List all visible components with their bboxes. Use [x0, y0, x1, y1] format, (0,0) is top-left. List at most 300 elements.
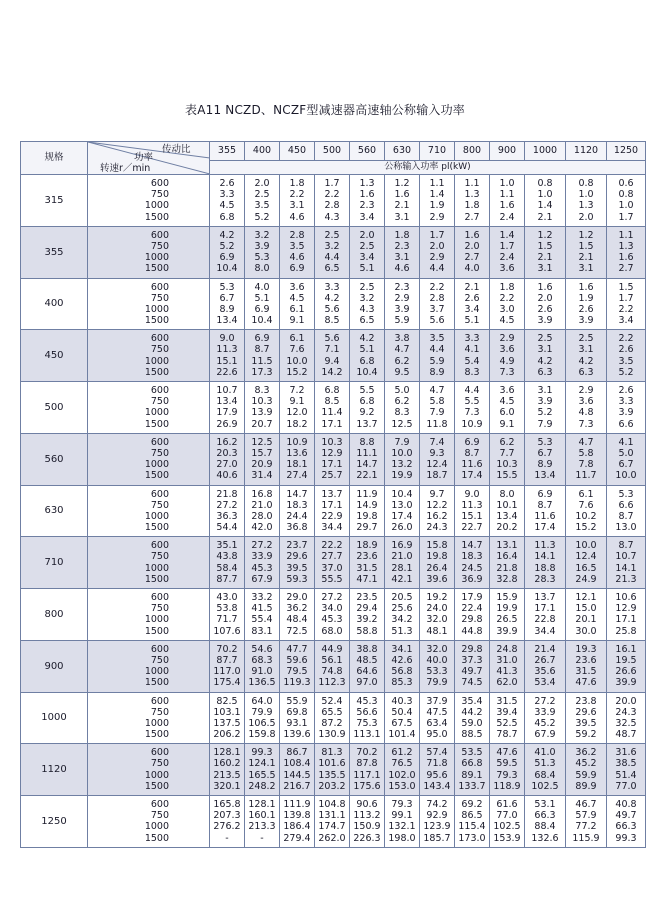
power-value: 5.2	[537, 407, 553, 419]
power-value: 47.5	[426, 706, 448, 718]
power-value: 10.3	[321, 436, 343, 448]
power-value: 74.2	[426, 799, 448, 810]
value-cell	[490, 589, 525, 641]
power-value: 2.2	[618, 303, 634, 315]
value-cell	[420, 640, 455, 692]
power-value: 15.9	[496, 592, 518, 603]
power-value: 6.8	[359, 355, 375, 367]
power-value: 4.3	[359, 303, 375, 315]
power-value: 37.9	[426, 695, 448, 707]
speed-value: 750	[150, 447, 169, 459]
power-value: 2.1	[394, 200, 410, 212]
power-value: 123.9	[423, 821, 451, 833]
power-value: 64.6	[356, 666, 378, 678]
power-value: 29.7	[356, 522, 378, 534]
power-value: 22.9	[321, 510, 343, 522]
power-value: 3.2	[324, 240, 340, 252]
power-value: 1.0	[537, 189, 553, 201]
value-cell	[350, 433, 385, 485]
speed-cell	[88, 640, 210, 692]
power-value: 1.2	[537, 229, 553, 241]
power-value: 1.6	[537, 281, 553, 293]
power-value: 1.6	[499, 200, 515, 212]
power-value: 48.7	[615, 729, 637, 741]
speed-cell	[88, 589, 210, 641]
power-value: 9.7	[429, 488, 445, 500]
power-value: 65.5	[321, 706, 343, 718]
value-cell	[210, 382, 245, 434]
speed-value: 1000	[144, 666, 169, 678]
power-value: 11.3	[216, 344, 238, 356]
power-value: 213.5	[213, 769, 241, 781]
power-value: 23.7	[286, 540, 308, 552]
power-value: 69.8	[286, 706, 308, 718]
power-value: 40.6	[216, 470, 238, 482]
power-value: 4.6	[394, 263, 410, 275]
value-cell	[245, 796, 280, 848]
power-value: 3.6	[578, 396, 594, 408]
power-value: 13.0	[391, 499, 413, 511]
power-value: 57.4	[426, 747, 448, 759]
power-value: 4.2	[537, 355, 553, 367]
power-value: 2.2	[289, 189, 305, 201]
power-value: 27.4	[286, 470, 308, 482]
power-value: 3.7	[429, 303, 445, 315]
power-value: 213.3	[248, 821, 276, 833]
value-cell	[566, 744, 607, 796]
power-value: 16.4	[496, 551, 518, 563]
power-value: 128.1	[213, 747, 241, 759]
power-value: 2.5	[324, 229, 340, 241]
power-value: 6.9	[254, 333, 270, 345]
value-cell	[280, 330, 315, 382]
power-value: 24.0	[426, 603, 448, 615]
power-value: 53.4	[534, 677, 556, 689]
power-value: 8.0	[499, 488, 515, 500]
power-value: 58.8	[356, 625, 378, 637]
power-value: 21.3	[615, 573, 637, 585]
power-value: 10.2	[575, 510, 597, 522]
value-cell	[455, 744, 490, 796]
power-value: 1.8	[499, 281, 515, 293]
power-value: 2.5	[359, 240, 375, 252]
power-value: 248.2	[248, 780, 276, 792]
power-value: 27.2	[534, 695, 556, 707]
size-cell: 630	[21, 485, 88, 537]
power-value: 51.3	[534, 758, 556, 770]
size-cell: 900	[21, 640, 88, 692]
value-cell	[420, 744, 455, 796]
value-cell	[607, 330, 646, 382]
value-cell	[607, 382, 646, 434]
power-value: 1.5	[537, 240, 553, 252]
value-cell	[607, 744, 646, 796]
power-value: 47.6	[496, 747, 518, 759]
power-value: 198.0	[388, 832, 416, 844]
table-row	[21, 330, 646, 382]
power-value: 2.5	[537, 333, 553, 345]
power-value: 144.5	[283, 769, 311, 781]
value-cell	[350, 589, 385, 641]
power-value: 15.5	[496, 470, 518, 482]
power-value: 1.0	[499, 178, 515, 189]
power-value: 3.6	[499, 344, 515, 356]
power-value: 29.0	[286, 592, 308, 603]
value-cell	[315, 433, 350, 485]
value-cell	[280, 692, 315, 744]
power-value: 89.9	[575, 780, 597, 792]
speed-value: 750	[150, 706, 169, 718]
power-value: 49.7	[461, 666, 483, 678]
power-value: 11.3	[461, 499, 483, 511]
power-value: 2.1	[578, 252, 594, 264]
power-value: 69.2	[461, 799, 483, 810]
power-value: 81.3	[321, 747, 343, 759]
value-cell	[385, 330, 420, 382]
power-value: 6.1	[289, 333, 305, 345]
size-cell: 710	[21, 537, 88, 589]
power-value: 34.4	[534, 625, 556, 637]
power-value: 4.5	[219, 200, 235, 212]
power-value: 5.1	[254, 292, 270, 304]
power-value: 31.5	[575, 666, 597, 678]
power-value: 42.6	[391, 654, 413, 666]
value-cell	[420, 433, 455, 485]
speed-cell	[88, 226, 210, 278]
value-cell	[350, 744, 385, 796]
power-value: 1.7	[324, 178, 340, 189]
unit-header: 公称输入功率 pl(kW)	[210, 160, 646, 174]
power-value: 12.5	[251, 436, 273, 448]
power-value: 8.9	[219, 303, 235, 315]
power-value: 2.6	[578, 303, 594, 315]
power-value: 2.2	[618, 333, 634, 345]
power-value: 16.9	[391, 540, 413, 552]
value-cell	[490, 796, 525, 848]
value-cell	[280, 537, 315, 589]
value-cell	[280, 226, 315, 278]
value-cell	[455, 640, 490, 692]
power-value: 24.8	[496, 643, 518, 655]
value-cell	[245, 330, 280, 382]
size-cell: 560	[21, 433, 88, 485]
power-value: 35.1	[216, 540, 238, 552]
power-value: 139.8	[283, 810, 311, 822]
power-value: 160.1	[248, 810, 276, 822]
power-value: 11.5	[251, 355, 273, 367]
power-value: 77.2	[575, 821, 597, 833]
power-value: 45.2	[534, 717, 556, 729]
power-value: 4.1	[464, 344, 480, 356]
power-value: 1.3	[464, 189, 480, 201]
power-value: 6.9	[219, 252, 235, 264]
power-value: 3.6	[499, 385, 515, 396]
power-value: 68.3	[251, 654, 273, 666]
value-cell	[385, 640, 420, 692]
speed-value: 750	[150, 758, 169, 770]
power-value: 35.4	[461, 695, 483, 707]
power-value: 2.2	[499, 292, 515, 304]
power-value: 2.2	[429, 281, 445, 293]
power-value: 2.3	[359, 200, 375, 212]
power-value: 3.5	[289, 240, 305, 252]
ratio-header: 560	[350, 142, 385, 161]
power-value: 2.6	[618, 385, 634, 396]
power-value: 165.5	[248, 769, 276, 781]
power-value: 39.5	[575, 717, 597, 729]
power-value: 6.6	[618, 418, 634, 430]
value-cell	[385, 537, 420, 589]
value-cell	[245, 640, 280, 692]
speed-cell	[88, 278, 210, 330]
power-value: 1.7	[618, 211, 634, 223]
power-value: 7.8	[578, 459, 594, 471]
power-value: 26.5	[496, 614, 518, 626]
value-cell	[566, 382, 607, 434]
power-value: 2.3	[394, 240, 410, 252]
value-cell	[210, 278, 245, 330]
speed-value: 1500	[144, 625, 169, 637]
power-value: 2.0	[537, 292, 553, 304]
power-value: 6.7	[618, 459, 634, 471]
power-value: 10.4	[216, 263, 238, 275]
power-value: 11.4	[321, 407, 343, 419]
power-value: 19.8	[426, 551, 448, 563]
power-value: 39.9	[615, 677, 637, 689]
ratio-header: 800	[455, 142, 490, 161]
power-value: 2.8	[289, 229, 305, 241]
power-value: 36.8	[286, 522, 308, 534]
speed-value: 1000	[144, 769, 169, 781]
power-value: 10.0	[391, 447, 413, 459]
power-value: 57.9	[575, 810, 597, 822]
power-value: 5.6	[324, 303, 340, 315]
power-value: 226.3	[353, 832, 381, 844]
power-value: 91.0	[251, 666, 273, 678]
power-value: 99.1	[391, 810, 413, 822]
power-value: 7.3	[464, 407, 480, 419]
power-value: 6.8	[324, 385, 340, 396]
power-value: 7.3	[499, 366, 515, 378]
speed-value: 600	[150, 229, 169, 241]
value-cell	[607, 485, 646, 537]
power-value: 16.1	[615, 643, 637, 655]
size-cell: 315	[21, 175, 88, 227]
power-value: 22.8	[534, 614, 556, 626]
value-cell	[525, 485, 566, 537]
speed-value: 1500	[144, 780, 169, 792]
power-value: 4.5	[499, 315, 515, 327]
power-value: 2.0	[464, 240, 480, 252]
value-cell	[420, 692, 455, 744]
value-cell	[525, 589, 566, 641]
power-value: 4.7	[394, 344, 410, 356]
value-cell	[315, 175, 350, 227]
power-value: 17.9	[216, 407, 238, 419]
power-value: 36.2	[286, 603, 308, 615]
power-value: 9.1	[289, 396, 305, 408]
power-value: 74.5	[461, 677, 483, 689]
power-value: 42.0	[251, 522, 273, 534]
value-cell	[350, 485, 385, 537]
value-cell	[350, 796, 385, 848]
power-value: 89.1	[461, 769, 483, 781]
power-value: 2.6	[537, 303, 553, 315]
power-value: 5.3	[537, 436, 553, 448]
power-value: 79.3	[391, 799, 413, 810]
power-value: 40.8	[615, 799, 637, 810]
power-value: 9.5	[394, 366, 410, 378]
power-value: 11.6	[534, 510, 556, 522]
value-cell	[210, 589, 245, 641]
power-value: 1.3	[359, 178, 375, 189]
value-cell	[566, 537, 607, 589]
value-cell	[280, 796, 315, 848]
power-value: 19.9	[391, 470, 413, 482]
value-cell	[607, 433, 646, 485]
power-value: 153.9	[493, 832, 521, 844]
power-value: 9.1	[289, 315, 305, 327]
power-value: 1.4	[537, 200, 553, 212]
power-value: 7.3	[578, 418, 594, 430]
power-value: 5.8	[578, 447, 594, 459]
value-cell	[455, 485, 490, 537]
value-cell	[385, 433, 420, 485]
power-value: 59.9	[575, 769, 597, 781]
value-cell	[245, 175, 280, 227]
power-value: 206.2	[213, 729, 241, 741]
power-value: 63.4	[426, 717, 448, 729]
power-label: 功率	[134, 152, 154, 163]
power-value: 4.7	[578, 436, 594, 448]
power-value: 132.1	[388, 821, 416, 833]
power-value: 12.0	[286, 407, 308, 419]
power-value: 1.8	[394, 229, 410, 241]
value-cell	[525, 278, 566, 330]
speed-cell	[88, 744, 210, 796]
power-value: 12.1	[575, 592, 597, 603]
value-cell	[525, 382, 566, 434]
power-value: 55.9	[286, 695, 308, 707]
power-value: 3.3	[618, 396, 634, 408]
power-value: 17.1	[321, 418, 343, 430]
power-value: 4.4	[429, 344, 445, 356]
power-value: 207.3	[213, 810, 241, 822]
power-value: 53.1	[534, 799, 556, 810]
power-value: 24.3	[615, 706, 637, 718]
table-row	[21, 382, 646, 434]
power-value: 3.4	[359, 211, 375, 223]
value-cell	[525, 175, 566, 227]
value-cell	[420, 175, 455, 227]
value-cell	[245, 485, 280, 537]
speed-value: 1500	[144, 677, 169, 689]
power-value: 52.5	[496, 717, 518, 729]
value-cell	[385, 175, 420, 227]
value-cell	[385, 382, 420, 434]
power-value: 48.5	[356, 654, 378, 666]
value-cell	[315, 796, 350, 848]
power-value: 56.1	[321, 654, 343, 666]
value-cell	[490, 382, 525, 434]
power-value: 87.7	[216, 573, 238, 585]
value-cell	[525, 744, 566, 796]
power-value: 3.1	[289, 200, 305, 212]
value-cell	[210, 796, 245, 848]
power-value: 20.9	[251, 459, 273, 471]
value-cell	[315, 692, 350, 744]
power-value: 67.9	[251, 573, 273, 585]
power-value: 59.2	[575, 729, 597, 741]
value-cell	[455, 589, 490, 641]
power-value: 1.6	[578, 281, 594, 293]
power-value: 4.6	[289, 211, 305, 223]
power-value: -	[225, 832, 229, 844]
value-cell	[490, 640, 525, 692]
power-value: 33.9	[251, 551, 273, 563]
power-value: 28.3	[534, 573, 556, 585]
speed-value: 600	[150, 178, 169, 189]
value-cell	[350, 640, 385, 692]
spec-header: 规格	[21, 142, 88, 175]
speed-cell	[88, 796, 210, 848]
power-value: 12.4	[426, 459, 448, 471]
power-value: 0.8	[537, 178, 553, 189]
value-cell	[245, 278, 280, 330]
power-value: 101.6	[318, 758, 346, 770]
speed-value: 750	[150, 603, 169, 615]
power-value: 26.4	[426, 562, 448, 574]
ratio-header: 1120	[566, 142, 607, 161]
power-value: 45.3	[356, 695, 378, 707]
speed-value: 750	[150, 396, 169, 408]
value-cell	[490, 330, 525, 382]
power-value: 48.4	[286, 614, 308, 626]
power-value: 21.8	[216, 488, 238, 500]
power-value: 9.0	[219, 333, 235, 345]
power-value: 10.3	[496, 459, 518, 471]
power-value: 36.9	[461, 573, 483, 585]
power-value: 24.4	[286, 510, 308, 522]
power-value: 51.4	[615, 769, 637, 781]
speed-cell	[88, 382, 210, 434]
value-cell	[315, 278, 350, 330]
power-value: 44.2	[461, 706, 483, 718]
power-value: 2.0	[578, 211, 594, 223]
power-value: 6.8	[219, 211, 235, 223]
size-cell: 1000	[21, 692, 88, 744]
power-value: 2.9	[429, 252, 445, 264]
power-value: 20.7	[251, 418, 273, 430]
power-value: 99.3	[251, 747, 273, 759]
power-value: 10.4	[356, 366, 378, 378]
power-value: 6.3	[578, 366, 594, 378]
power-value: 3.6	[499, 263, 515, 275]
power-value: 5.6	[324, 333, 340, 345]
power-value: 14.7	[356, 459, 378, 471]
power-value: 111.9	[283, 799, 311, 810]
power-value: 19.2	[426, 592, 448, 603]
power-value: 30.0	[575, 625, 597, 637]
power-value: 13.4	[534, 470, 556, 482]
power-value: 3.4	[618, 315, 634, 327]
table-row	[21, 485, 646, 537]
power-value: 2.1	[464, 281, 480, 293]
power-value: 97.0	[356, 677, 378, 689]
power-value: 2.1	[537, 252, 553, 264]
power-value: 2.9	[499, 333, 515, 345]
power-value: 22.4	[461, 603, 483, 615]
